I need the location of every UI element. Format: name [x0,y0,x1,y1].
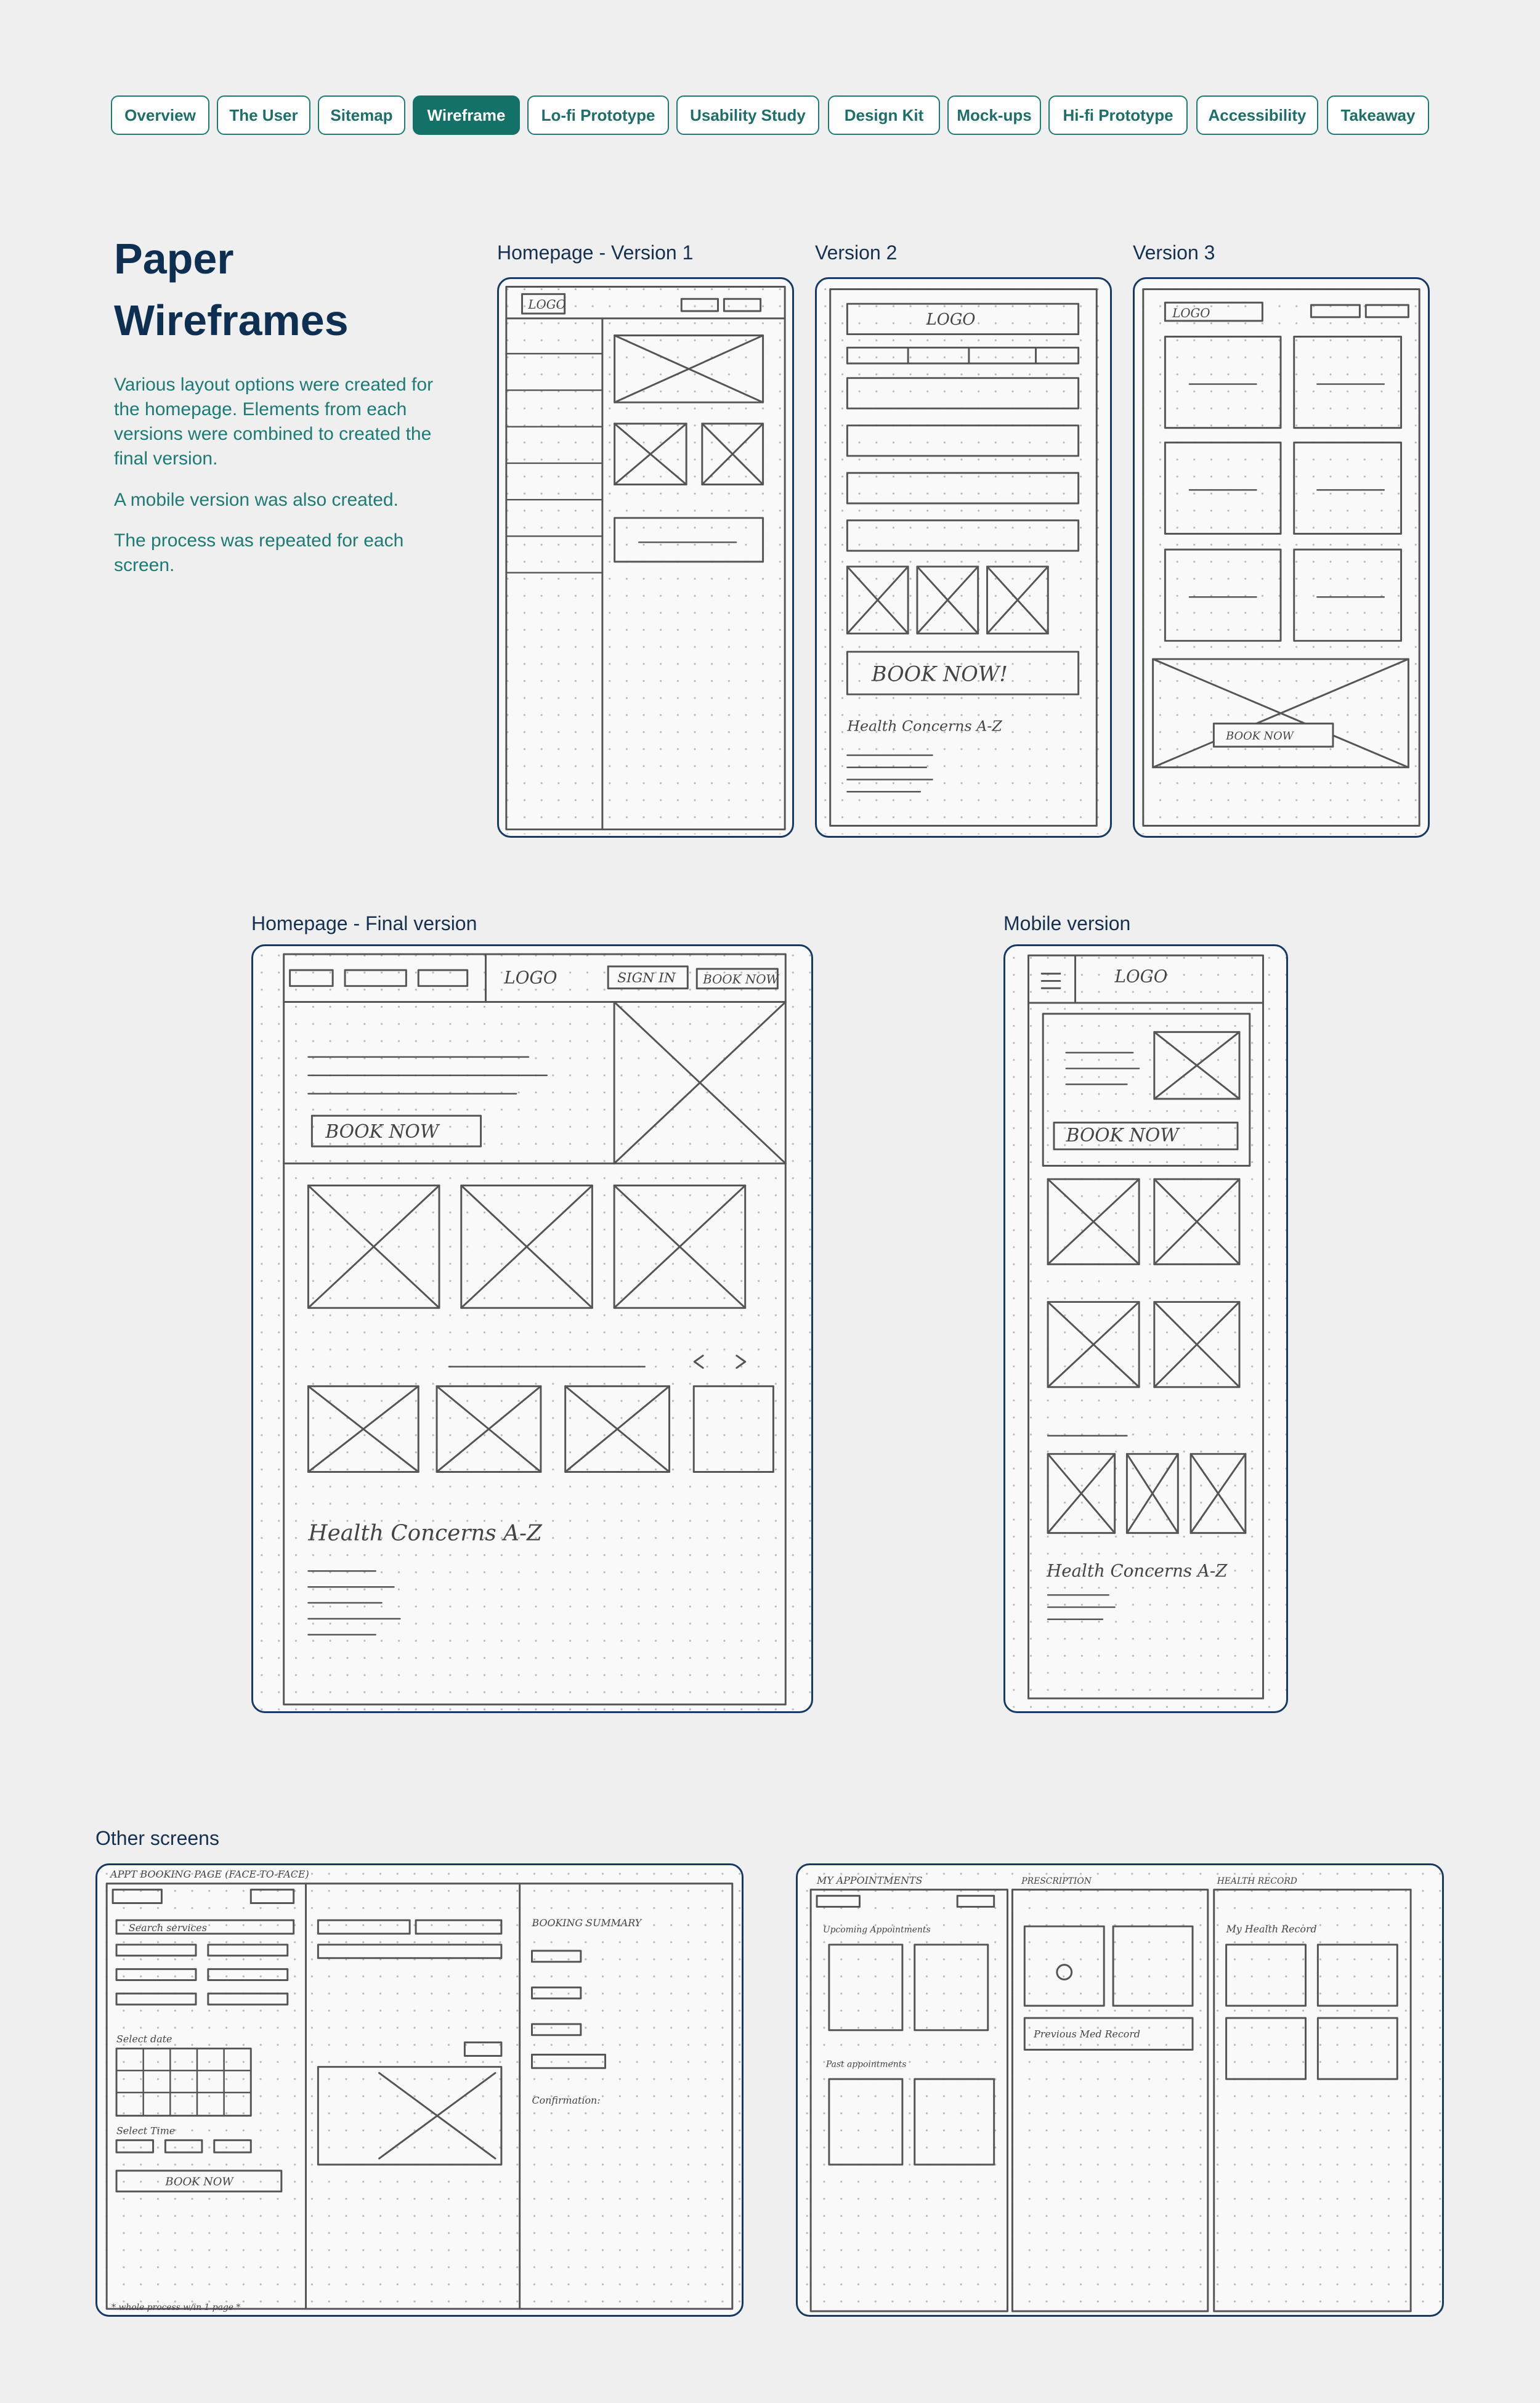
tab-wireframe[interactable]: Wireframe [413,95,520,135]
sketch-drawing [1135,279,1428,836]
sign-in-text: SIGN IN [617,970,676,986]
final-version-label: Homepage - Final version [251,912,477,934]
book-now-text: BOOK NOW [703,972,779,987]
upcoming-appointments-text: Upcoming Appointments [822,1925,931,1935]
tab-hifi-prototype[interactable]: Hi-fi Prototype [1048,95,1188,135]
wireframe-sketch-appointments [796,1863,1444,2317]
sketch-drawing [97,1865,742,2315]
sketch-drawing [253,946,811,1711]
version1-label: Homepage - Version 1 [497,241,694,264]
past-appointments-text: Past appointments [825,2059,907,2070]
book-now-text: BOOK NOW [325,1121,439,1143]
wireframe-sketch-version2 [815,277,1112,838]
health-concerns-text: Health Concerns A-Z [847,717,1002,735]
prescription-title: PRESCRIPTION [1021,1876,1092,1886]
booking-summary-text: BOOKING SUMMARY [532,1917,642,1929]
health-concerns-text: Health Concerns A-Z [308,1520,542,1546]
appt-booking-title: APPT BOOKING PAGE (FACE-TO-FACE) [110,1868,309,1880]
sketch-drawing [1005,946,1286,1711]
page-title-line1: Paper [114,235,234,283]
tab-design-kit[interactable]: Design Kit [828,95,940,135]
select-date-text: Select date [116,2033,172,2045]
mobile-version-label: Mobile version [1003,912,1131,934]
page-title-line2: Wireframes [114,296,349,344]
my-appointments-title: MY APPOINTMENTS [817,1874,923,1886]
logo-text: LOGO [1114,966,1168,987]
logo-text: LOGO [504,967,557,988]
wireframe-sketch-final [251,944,813,1713]
wireframe-sketch-version1 [497,277,794,838]
tab-the-user[interactable]: The User [217,95,310,135]
tab-overview[interactable]: Overview [111,95,209,135]
tab-lofi-prototype[interactable]: Lo-fi Prototype [527,95,669,135]
confirmation-text: Confirmation: [532,2094,601,2106]
intro-paragraph: The process was repeated for each screen. [114,530,404,575]
logo-text: LOGO [528,298,566,312]
book-now-text: BOOK NOW [1226,730,1294,743]
select-time-text: Select Time [116,2125,176,2137]
book-now-text: BOOK NOW! [871,662,1008,686]
page-title [114,228,459,351]
wireframe-sketch-booking [95,1863,744,2317]
other-screens-label: Other screens [95,1827,219,1849]
book-now-text: BOOK NOW [165,2175,233,2189]
version2-label: Version 2 [815,241,898,264]
tab-mockups[interactable]: Mock-ups [947,95,1041,135]
intro-paragraph: A mobile version was also created. [114,490,399,510]
my-health-record-text: My Health Record [1226,1923,1317,1935]
tab-accessibility[interactable]: Accessibility [1196,95,1318,135]
health-concerns-text: Health Concerns A-Z [1047,1560,1228,1581]
wireframe-sketch-mobile [1003,944,1288,1713]
sketch-drawing [798,1865,1442,2315]
health-record-title: HEALTH RECORD [1217,1876,1297,1886]
logo-text: LOGO [926,310,976,329]
previous-med-record-text: Previous Med Record [1034,2028,1141,2040]
sketch-drawing [499,279,792,836]
search-services-text: Search services [128,1922,207,1934]
intro-paragraph: Various layout options were created for the homepage. Elements from each versions were combined to created the final version. [114,375,434,469]
book-now-text: BOOK NOW [1066,1125,1179,1146]
sketch-drawing [817,279,1110,836]
logo-text: LOGO [1172,306,1210,320]
wireframe-sketch-version3 [1133,277,1430,838]
tab-usability-study[interactable]: Usability Study [676,95,819,135]
whole-process-note: * whole process w/in 1 page * [111,2303,241,2313]
version3-label: Version 3 [1133,241,1215,264]
tab-sitemap[interactable]: Sitemap [318,95,405,135]
tab-takeaway[interactable]: Takeaway [1327,95,1429,135]
